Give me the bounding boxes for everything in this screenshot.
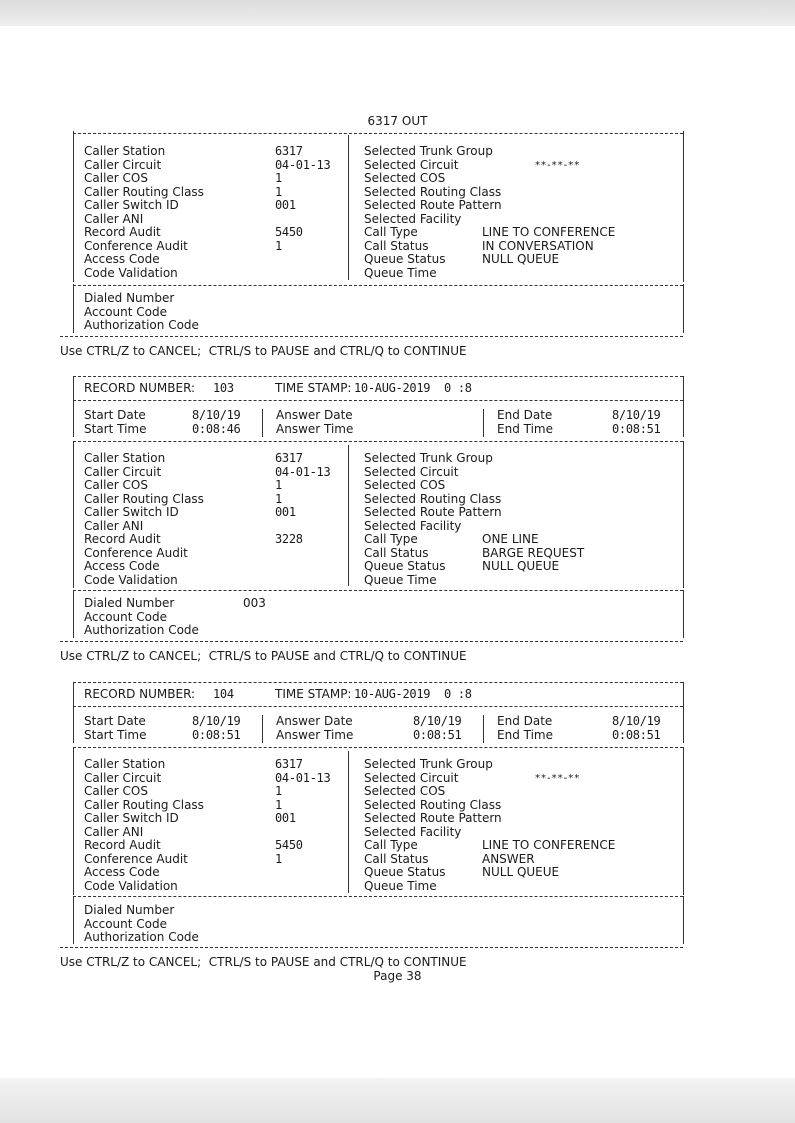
record-2-left-value: 5450 (275, 838, 303, 852)
record-0-mid-rule (73, 285, 683, 286)
record-1-left-label: Caller ANI (84, 518, 144, 533)
start-date-label: Start Date (84, 408, 146, 422)
record-1-left-label: Caller COS (84, 478, 148, 492)
record-2-date-rule (73, 747, 683, 748)
record-0-left-label: Record Audit (84, 225, 161, 239)
record-1-column-divider (348, 445, 349, 586)
record-2-left-label: Caller COS (84, 784, 148, 798)
start-time-value: 0:08:46 (192, 421, 241, 436)
answer-time-label: Answer Time (276, 727, 354, 742)
time-stamp-label: TIME STAMP: (275, 381, 352, 395)
record-0-right-label: Selected Facility (364, 211, 462, 226)
end-date-value: 8/10/19 (612, 408, 661, 422)
record-1-left-border (73, 590, 74, 638)
record-0-left-label: Access Code (84, 252, 160, 266)
record-1-right-label: Queue Time (364, 572, 437, 587)
record-0-bottom-label: Account Code (84, 304, 167, 319)
end-time-label: End Time (497, 727, 553, 742)
record-1-right-label: Call Type (364, 532, 418, 546)
record-2-top-rule (73, 682, 683, 683)
record-1-left-label: Caller Circuit (84, 464, 162, 479)
start-date-label: Start Date (84, 714, 146, 728)
record-1-left-label: Record Audit (84, 532, 161, 546)
record-0-left-label: Caller Circuit (84, 157, 162, 172)
scan-edge-top (0, 0, 795, 26)
record-1-left-label: Caller Routing Class (84, 491, 204, 506)
record-1-call-status: BARGE REQUEST (482, 545, 585, 560)
record-2-left-value: 001 (275, 811, 296, 825)
record-1-top-rule (73, 376, 683, 377)
record-1-bottom-label: Dialed Number (84, 596, 175, 610)
record-1-left-label: Caller Switch ID (84, 505, 179, 519)
answer-time-value: 0:08:51 (413, 727, 462, 742)
date-divider (483, 715, 484, 743)
record-1-header-rule (73, 400, 683, 401)
record-2-left-value: 1 (275, 797, 282, 812)
record-2-right-label: Queue Time (364, 878, 437, 893)
record-number-value: 104 (213, 687, 234, 701)
record-2-right-label: Selected Circuit (364, 770, 459, 785)
record-2-column-divider (348, 751, 349, 893)
record-0-left-value: 6317 (275, 144, 303, 158)
record-1-bottom-label: Account Code (84, 609, 167, 624)
record-0-right-border (683, 284, 684, 333)
record-1-left-label: Conference Audit (84, 545, 188, 560)
record-2-header-rule (73, 706, 683, 707)
record-2-left-label: Caller Station (84, 757, 166, 771)
record-2-left-value: 04-01-13 (275, 770, 331, 785)
record-0-cancel-note: Use CTRL/Z to CANCEL; CTRL/S to PAUSE and CTRL/Q to CONTINUE (60, 344, 467, 358)
record-2-selected-circuit: **-**-** (535, 772, 581, 784)
record-0-left-label: Caller Routing Class (84, 184, 204, 199)
start-time-label: Start Time (84, 727, 147, 742)
record-number-value: 103 (213, 381, 234, 395)
record-0-call-type: LINE TO CONFERENCE (482, 225, 616, 239)
record-1-left-value: 6317 (275, 451, 303, 465)
record-1-left-label: Caller Station (84, 451, 166, 465)
date-divider (262, 715, 263, 743)
record-0-left-label: Caller Switch ID (84, 198, 179, 212)
answer-time-label: Answer Time (276, 421, 354, 436)
record-1-bottom-rule (60, 641, 683, 642)
record-2-left-border (73, 747, 74, 895)
record-1-left-border (73, 441, 74, 588)
record-0-right-label: Selected Trunk Group (364, 144, 493, 158)
record-0-right-label: Queue Status (364, 252, 446, 266)
record-0-queue-status: NULL QUEUE (482, 252, 560, 266)
start-date-value: 8/10/19 (192, 714, 241, 728)
record-0-bottom-label: Dialed Number (84, 291, 175, 305)
record-1-right-label: Selected Facility (364, 518, 462, 533)
record-number-label: RECORD NUMBER: (84, 381, 196, 395)
record-0-right-label: Call Type (364, 225, 418, 239)
record-0-left-value: 1 (275, 171, 282, 185)
report-title: 6317 OUT (367, 114, 428, 128)
record-0-left-label: Conference Audit (84, 238, 188, 253)
record-2-call-status: ANSWER (482, 851, 535, 866)
record-1-left-value: 1 (275, 478, 282, 492)
record-0-top-rule (73, 133, 683, 134)
time-stamp-label: TIME STAMP: (275, 687, 352, 701)
record-1-left-label: Access Code (84, 559, 160, 573)
start-time-label: Start Time (84, 421, 147, 436)
record-2-cancel-note: Use CTRL/Z to CANCEL; CTRL/S to PAUSE and CTRL/Q to CONTINUE (60, 955, 467, 969)
record-2-left-label: Access Code (84, 865, 160, 879)
record-2-bottom-label: Authorization Code (84, 930, 199, 944)
record-0-left-label: Caller Station (84, 144, 166, 158)
record-2-right-label: Selected Routing Class (364, 797, 502, 812)
record-1-right-label: Selected Route Pattern (364, 505, 502, 519)
end-date-label: End Date (497, 714, 553, 728)
record-1-left-value: 001 (275, 505, 296, 519)
end-date-label: End Date (497, 408, 553, 422)
record-2-right-label: Call Status (364, 851, 429, 866)
record-0-left-border (73, 284, 74, 333)
record-2-right-border (683, 747, 684, 895)
date-divider (262, 409, 263, 437)
record-2-right-label: Call Type (364, 838, 418, 852)
start-date-value: 8/10/19 (192, 408, 241, 422)
end-time-value: 0:08:51 (612, 421, 661, 436)
record-2-left-value: 6317 (275, 757, 303, 771)
start-time-value: 0:08:51 (192, 727, 241, 742)
record-1-left-value: 04-01-13 (275, 464, 331, 479)
record-0-right-label: Selected Route Pattern (364, 198, 502, 212)
answer-date-label: Answer Date (276, 408, 353, 422)
time-stamp-value: 10-AUG-2019 0 :8 (354, 381, 472, 395)
record-1-left-value: 1 (275, 491, 282, 506)
record-1-right-border (683, 376, 684, 437)
record-1-right-label: Selected Routing Class (364, 491, 502, 506)
record-2-queue-status: NULL QUEUE (482, 865, 560, 879)
record-0-left-border (73, 131, 74, 282)
page-number: Page 38 (373, 969, 422, 983)
record-2-right-label: Selected COS (364, 784, 446, 798)
record-0-right-label: Selected COS (364, 171, 446, 185)
record-2-left-label: Record Audit (84, 838, 161, 852)
record-1-right-label: Call Status (364, 545, 429, 560)
date-divider (483, 409, 484, 437)
record-0-left-value: 001 (275, 198, 296, 212)
end-date-value: 8/10/19 (612, 714, 661, 728)
record-0-bottom-label: Authorization Code (84, 318, 199, 332)
record-0-right-label: Queue Time (364, 265, 437, 280)
record-2-right-label: Selected Facility (364, 824, 462, 839)
record-2-right-label: Selected Trunk Group (364, 757, 493, 771)
record-1-cancel-note: Use CTRL/Z to CANCEL; CTRL/S to PAUSE and CTRL/Q to CONTINUE (60, 649, 467, 663)
record-1-call-type: ONE LINE (482, 532, 539, 546)
record-2-right-border (683, 896, 684, 944)
record-2-right-border (683, 682, 684, 743)
record-1-left-border (73, 376, 74, 437)
answer-date-value: 8/10/19 (413, 714, 462, 728)
record-2-left-label: Caller Switch ID (84, 811, 179, 825)
record-2-left-label: Caller Routing Class (84, 797, 204, 812)
record-0-bottom-rule (60, 336, 683, 337)
record-2-bottom-label: Account Code (84, 916, 167, 931)
time-stamp-value: 10-AUG-2019 0 :8 (354, 687, 472, 701)
record-2-left-label: Conference Audit (84, 851, 188, 866)
record-0-left-value: 04-01-13 (275, 157, 331, 172)
record-1-mid-rule (73, 590, 683, 591)
record-0-left-value: 1 (275, 184, 282, 199)
record-0-right-label: Selected Routing Class (364, 184, 502, 199)
record-2-left-value: 1 (275, 784, 282, 798)
record-2-bottom-label: Dialed Number (84, 903, 175, 917)
record-0-right-label: Selected Circuit (364, 157, 459, 172)
record-0-left-label: Caller ANI (84, 211, 144, 226)
record-2-call-type: LINE TO CONFERENCE (482, 838, 616, 852)
record-2-left-label: Code Validation (84, 878, 178, 893)
record-1-dialed-number: 003 (243, 596, 266, 610)
answer-date-label: Answer Date (276, 714, 353, 728)
record-2-left-value: 1 (275, 851, 282, 866)
record-2-left-label: Caller ANI (84, 824, 144, 839)
record-1-bottom-label: Authorization Code (84, 623, 199, 637)
record-0-left-label: Caller COS (84, 171, 148, 185)
record-1-left-label: Code Validation (84, 572, 178, 587)
record-2-mid-rule (73, 896, 683, 897)
record-2-right-label: Queue Status (364, 865, 446, 879)
record-2-left-border (73, 682, 74, 743)
record-1-right-label: Selected COS (364, 478, 446, 492)
record-0-right-label: Call Status (364, 238, 429, 253)
record-0-call-status: IN CONVERSATION (482, 238, 594, 253)
record-1-left-value: 3228 (275, 532, 303, 546)
end-time-label: End Time (497, 421, 553, 436)
record-2-left-label: Caller Circuit (84, 770, 162, 785)
record-number-label: RECORD NUMBER: (84, 687, 196, 701)
record-2-bottom-rule (60, 947, 683, 948)
scan-edge-bottom (0, 1078, 795, 1123)
record-1-right-label: Selected Trunk Group (364, 451, 493, 465)
record-2-right-label: Selected Route Pattern (364, 811, 502, 825)
record-1-right-label: Queue Status (364, 559, 446, 573)
record-0-left-value: 5450 (275, 225, 303, 239)
record-0-left-label: Code Validation (84, 265, 178, 280)
record-0-column-divider (348, 135, 349, 280)
record-0-right-border (683, 131, 684, 282)
end-time-value: 0:08:51 (612, 727, 661, 742)
record-1-right-border (683, 590, 684, 638)
record-2-left-border (73, 896, 74, 944)
record-1-date-rule (73, 441, 683, 442)
record-1-right-border (683, 441, 684, 588)
record-1-right-label: Selected Circuit (364, 464, 459, 479)
record-0-selected-circuit: **-**-** (535, 159, 581, 171)
record-0-left-value: 1 (275, 238, 282, 253)
record-1-queue-status: NULL QUEUE (482, 559, 560, 573)
